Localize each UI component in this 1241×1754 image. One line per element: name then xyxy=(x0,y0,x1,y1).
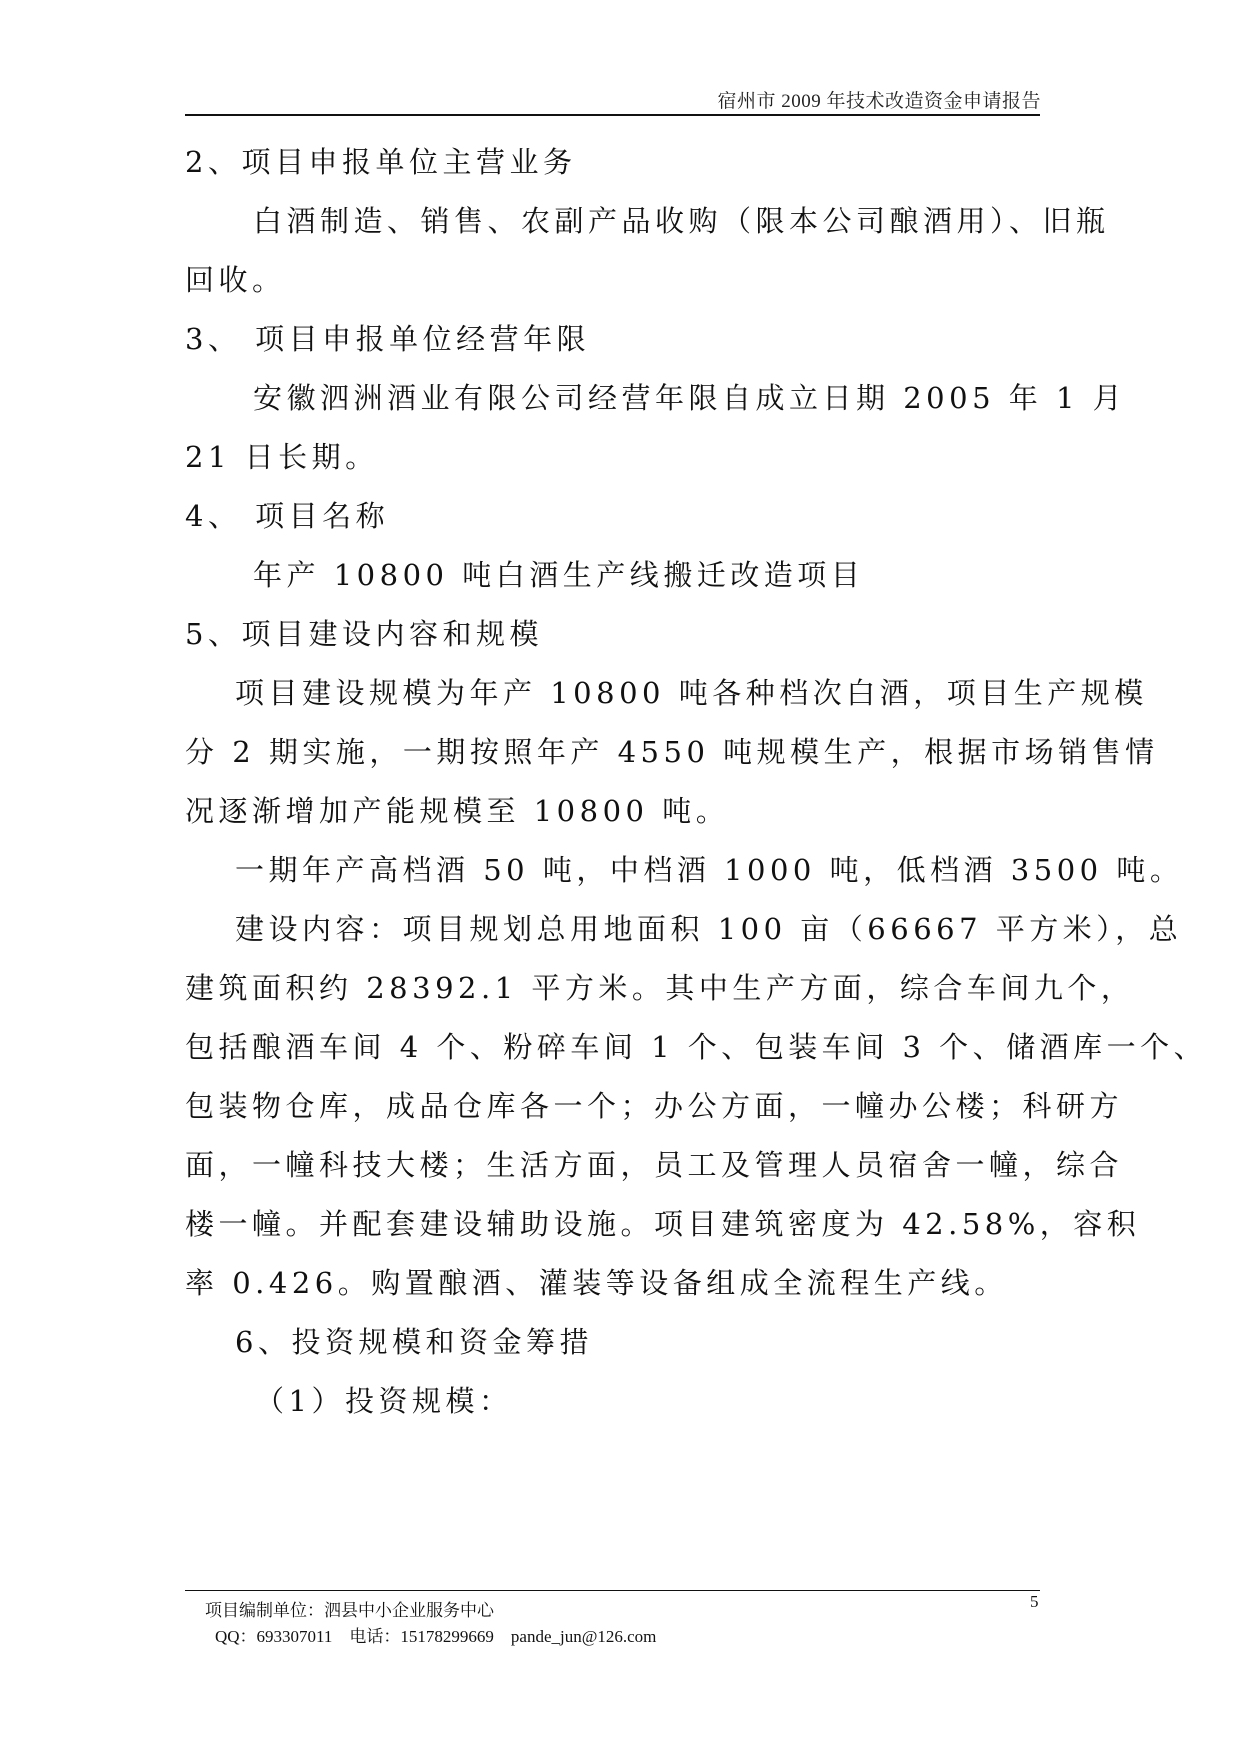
heading-main-business: 2、项目申报单位主营业务 xyxy=(185,145,577,179)
paragraph-line: 面，一幢科技大楼；生活方面，员工及管理人员宿舍一幢，综合 xyxy=(185,1148,1124,1182)
paragraph-line: 建筑面积约 28392.1 平方米。其中生产方面，综合车间九个， xyxy=(185,971,1135,1005)
page-number: 5 xyxy=(1030,1592,1039,1611)
footer-rule xyxy=(185,1590,1040,1591)
paragraph-line: 安徽泗洲酒业有限公司经营年限自成立日期 2005 年 1 月 xyxy=(253,381,1127,415)
paragraph-line: 21 日长期。 xyxy=(185,440,379,474)
heading-investment: 6、投资规模和资金筹措 xyxy=(235,1325,593,1359)
paragraph-line: 回收。 xyxy=(185,263,286,297)
heading-project-name: 4、 项目名称 xyxy=(185,499,390,533)
heading-operating-period: 3、 项目申报单位经营年限 xyxy=(185,322,591,356)
footer-contact: QQ：693307011 电话：15178299669 pande_jun@126.com xyxy=(215,1627,657,1646)
header-rule xyxy=(185,114,1040,116)
paragraph-line: 建设内容：项目规划总用地面积 100 亩（66667 平方米），总 xyxy=(235,912,1183,946)
header-title: 宿州市 2009 年技术改造资金申请报告 xyxy=(717,91,1041,112)
paragraph-line: 年产 10800 吨白酒生产线搬迁改造项目 xyxy=(253,558,865,592)
paragraph-line: 率 0.426。购置酿酒、灌装等设备组成全流程生产线。 xyxy=(185,1266,1008,1300)
heading-construction-content: 5、项目建设内容和规模 xyxy=(185,617,543,651)
subheading-investment-scale: （1）投资规模： xyxy=(255,1384,513,1418)
paragraph-line: 楼一幢。并配套建设辅助设施。项目建筑密度为 42.58%，容积 xyxy=(185,1207,1141,1241)
paragraph-line: 包装物仓库，成品仓库各一个；办公方面，一幢办公楼；科研方 xyxy=(185,1089,1124,1123)
paragraph-line: 分 2 期实施，一期按照年产 4550 吨规模生产，根据市场销售情 xyxy=(185,735,1159,769)
paragraph-line: 项目建设规模为年产 10800 吨各种档次白酒，项目生产规模 xyxy=(235,676,1148,710)
paragraph-line: 一期年产高档酒 50 吨，中档酒 1000 吨，低档酒 3500 吨。 xyxy=(235,853,1184,887)
paragraph-line: 白酒制造、销售、农副产品收购（限本公司酿酒用）、旧瓶 xyxy=(253,204,1110,238)
paragraph-line: 包括酿酒车间 4 个、粉碎车间 1 个、包装车间 3 个、储酒库一个、 xyxy=(185,1030,1208,1064)
footer-unit: 项目编制单位：泗县中小企业服务中心 xyxy=(205,1601,494,1620)
paragraph-line: 况逐渐增加产能规模至 10800 吨。 xyxy=(185,794,730,828)
